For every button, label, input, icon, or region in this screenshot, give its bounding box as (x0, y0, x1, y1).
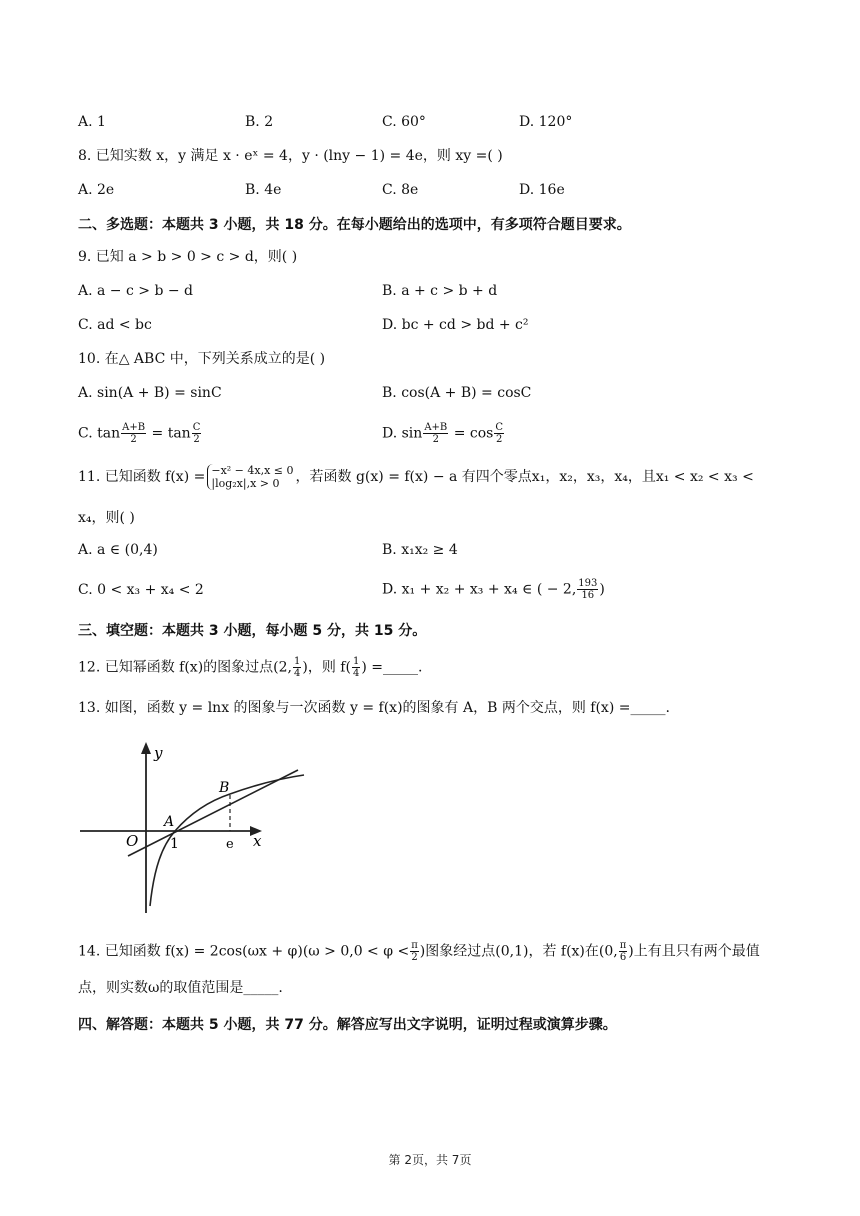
fraction (619, 940, 628, 963)
q12-suffix: ) =_____. (361, 659, 423, 676)
linear-function-line (128, 770, 298, 856)
fraction (423, 422, 448, 445)
point-b-label: B (219, 780, 230, 796)
y-label: y (154, 744, 163, 762)
q10-c-prefix: C. tan (78, 425, 121, 442)
q10-option-a: A. sin(A + B) = sinC (78, 385, 222, 401)
fraction-numerator: 193 (578, 578, 598, 589)
fraction (121, 422, 146, 445)
section-3-heading: 三、填空题：本题共 3 小题，每小题 5 分，共 15 分。 (78, 623, 427, 639)
q7-option-b: B. 2 (245, 114, 274, 130)
q11-stem-a: 11. 已知函数 f(x) = (78, 469, 206, 485)
q9-option-d: D. bc + cd > bd + c² (382, 317, 529, 333)
q10-c-mid: = tan (147, 425, 191, 442)
q11-option-b: B. x₁x₂ ≥ 4 (382, 542, 458, 558)
fraction-numerator: C (495, 422, 504, 433)
q7-option-a: A. 1 (78, 114, 106, 130)
q11-option-c: C. 0 < x₃ + x₄ < 2 (78, 582, 204, 598)
q14-prefix: 14. 已知函数 f(x) = 2cos(ωx + φ)(ω > 0,0 < φ < (78, 943, 410, 960)
fraction-denominator: 6 (619, 952, 627, 963)
fraction-denominator: 2 (130, 434, 137, 445)
q12-prefix: 12. 已知幂函数 f(x)的图象过点(2, (78, 659, 292, 676)
q10-option-b: B. cos(A + B) = cosC (382, 385, 532, 401)
fraction-denominator: 2 (411, 952, 418, 963)
tick-e-label: e (226, 837, 234, 852)
q8-option-c: C. 8e (382, 182, 419, 198)
section-4-heading: 四、解答题：本题共 5 小题，共 77 分。解答应写出文字说明，证明过程或演算步骤。 (78, 1017, 617, 1033)
q11-d-suffix: ) (599, 581, 605, 598)
q7-option-c: C. 60° (382, 114, 426, 130)
q8-option-a: A. 2e (78, 182, 115, 198)
point-a-label: A (164, 814, 175, 830)
fraction-numerator: 1 (352, 656, 360, 667)
fraction-numerator: A+B (122, 422, 146, 433)
piece-2: |log₂x|,x > 0 (211, 477, 280, 490)
q10-stem: 10. 在△ ABC 中，下列关系成立的是( ) (78, 351, 326, 367)
fraction-denominator: 4 (352, 668, 360, 679)
fraction-denominator: 4 (294, 668, 301, 679)
fraction-denominator: 16 (581, 590, 595, 601)
fraction (577, 578, 598, 601)
q10-option-d (382, 422, 505, 445)
fraction (293, 656, 301, 679)
q11-option-d (382, 578, 605, 601)
piece-1: −x² − 4x,x ≤ 0 (211, 464, 294, 477)
fraction-numerator: 1 (294, 656, 301, 667)
fraction-denominator: 2 (193, 434, 200, 445)
fraction-numerator: C (192, 422, 201, 433)
q9-option-c: C. ad < bc (78, 317, 152, 333)
q8-option-b: B. 4e (245, 182, 282, 198)
q13-figure (78, 728, 318, 918)
section-2-heading: 二、多选题：本题共 3 小题，共 18 分。在每小题给出的选项中，有多项符合题目要求。 (78, 217, 631, 233)
y-axis-arrow (141, 742, 151, 754)
fraction-numerator: A+B (424, 422, 448, 433)
x-label: x (253, 832, 262, 850)
q11-stem-c: x₄，则( ) (78, 510, 135, 526)
q14-line-1 (78, 940, 760, 963)
fraction (410, 940, 419, 963)
q9-option-b: B. a + c > b + d (382, 283, 498, 299)
piecewise-brace (207, 464, 293, 490)
page-footer: 第 2页，共 7页 (388, 1153, 472, 1167)
q7-option-d: D. 120° (519, 114, 573, 130)
q14-line-2: 点，则实数ω的取值范围是_____. (78, 980, 283, 996)
fraction-numerator: π (411, 940, 418, 951)
fraction-numerator: π (619, 940, 627, 951)
q14-mid: )图象经过点(0,1)，若 f(x)在(0, (419, 943, 618, 960)
origin-label: O (126, 832, 139, 850)
q8-stem: 8. 已知实数 x，y 满足 x · eˣ = 4，y · (lny − 1) = 4e，则 xy =( ) (78, 148, 503, 164)
q10-d-mid: = cos (449, 425, 494, 442)
q10-d-prefix: D. sin (382, 425, 423, 442)
q11-d-prefix: D. x₁ + x₂ + x₃ + x₄ ∈ ( − 2, (382, 581, 577, 598)
fraction (192, 422, 202, 445)
q8-option-d: D. 16e (519, 182, 565, 198)
tick-one-label: 1 (170, 836, 179, 852)
q12-mid: )，则 f( (302, 659, 351, 676)
fraction-denominator: 2 (432, 434, 439, 445)
fraction (494, 422, 504, 445)
fraction-denominator: 2 (496, 434, 503, 445)
q13-stem: 13. 如图，函数 y = lnx 的图象与一次函数 y = f(x)的图象有 A，B 两个交点，则 f(x) =_____. (78, 700, 670, 716)
q11-option-a: A. a ∈ (0,4) (78, 542, 158, 558)
q12 (78, 656, 422, 679)
q11-stem-b: ，若函数 g(x) = f(x) − a 有四个零点x₁，x₂，x₃，x₄，且x₁ < x₂ < x₃ < (295, 469, 754, 485)
q11-stem (78, 464, 754, 490)
fraction (352, 656, 360, 679)
q10-option-c (78, 422, 202, 445)
q14-suffix: )上有且只有两个最值 (628, 943, 760, 960)
q9-option-a: A. a − c > b − d (78, 283, 194, 299)
q9-stem: 9. 已知 a > b > 0 > c > d，则( ) (78, 249, 298, 265)
